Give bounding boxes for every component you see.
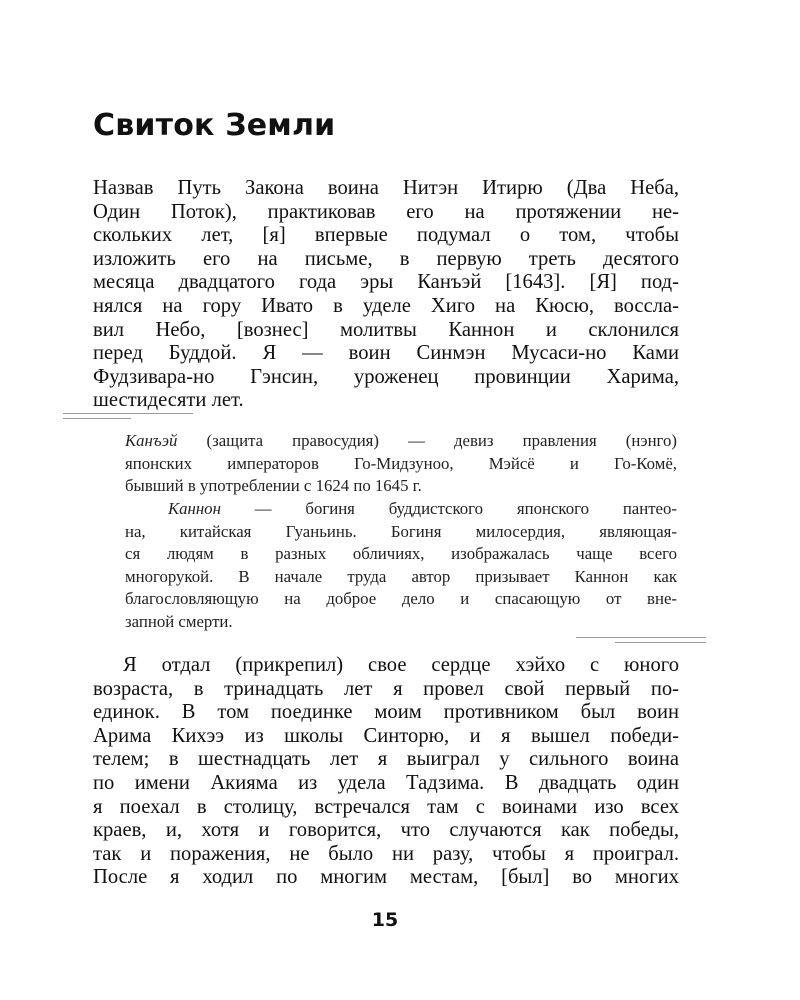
text-line: Фудзивара-но Гэнсин, уроженец провинции Харима, bbox=[93, 365, 679, 388]
note-text: (защита правосудия) — девиз правления (нэнго) bbox=[177, 431, 677, 450]
note-term: Канъэй bbox=[125, 431, 178, 450]
note-term: Каннон bbox=[168, 499, 221, 518]
note-divider-bottom-short bbox=[615, 642, 706, 643]
text-line: краев, и, хотя и говорится, что случаются как победы, bbox=[93, 819, 679, 842]
note-line: на, китайская Гуаньинь. Богиня милосердия, являющая- bbox=[125, 521, 677, 541]
text-line: по имени Акияма из удела Тадзима. В двадцать один bbox=[93, 771, 679, 794]
note-line: благословляющую на доброе дело и спасающую от вне- bbox=[125, 589, 677, 609]
text-line: скольких лет, [я] впервые подумал о том, чтобы bbox=[93, 224, 679, 247]
note-line: запной смерти. bbox=[125, 611, 233, 631]
note-text: — богиня буддистского японского пантео- bbox=[220, 499, 677, 518]
text-line: перед Буддой. Я — воин Синмэн Мусаси-но Ками bbox=[93, 342, 679, 365]
note-divider-top-short bbox=[63, 418, 131, 419]
note-divider-top bbox=[63, 413, 193, 414]
footnote-kanei bbox=[125, 430, 677, 498]
text-line: После я ходил по многим местам, [был] во многих bbox=[93, 866, 679, 889]
text-line: единок. В том поединке моим противником был воин bbox=[93, 701, 679, 724]
text-line: Я отдал (прикрепил) свое сердце хэйхо с юного bbox=[123, 654, 679, 676]
note-line: многорукой. В начале труда автор призывает Каннон как bbox=[125, 566, 677, 586]
text-line: изложить его на письме, в первую треть десятого bbox=[93, 247, 679, 270]
text-line: Один Поток), практиковав его на протяжении не- bbox=[93, 200, 679, 223]
text-line: нялся на гору Ивато в уделе Хиго на Кюсю, восcла- bbox=[93, 294, 679, 317]
text-line: Арима Кихээ из школы Синторю, и я вышел победи- bbox=[93, 724, 679, 747]
note-line: бывший в употреблении с 1624 по 1645 г. bbox=[125, 476, 422, 496]
main-paragraph-1 bbox=[93, 177, 679, 413]
text-line: месяца двадцатого года эры Канъэй [1643]. [Я] под- bbox=[93, 271, 679, 294]
text-line: я поехал в столицу, встречался там с воинами изо всех bbox=[93, 795, 679, 818]
page-title: Свиток Земли bbox=[93, 108, 336, 143]
footnote-kannon bbox=[125, 498, 677, 634]
note-line bbox=[125, 430, 677, 453]
note-line: ся людям в разных обличиях, изображалась чаще всего bbox=[125, 544, 677, 564]
note-divider-bottom bbox=[576, 637, 706, 638]
text-line: так и поражения, не было ни разу, чтобы я проиграл. bbox=[93, 842, 679, 865]
text-line: вил Небо, [вознес] молитвы Каннон и склонился bbox=[93, 318, 679, 341]
note-line bbox=[125, 498, 677, 521]
text-line: телем; в шестнадцать лет я выиграл у сильного воина bbox=[93, 748, 679, 771]
text-line: возраста, в тринадцать лет я провел свой первый по- bbox=[93, 677, 679, 700]
main-paragraph-2 bbox=[93, 654, 679, 890]
text-line: шестидесяти лет. bbox=[93, 389, 244, 412]
text-line: Назвав Путь Закона воина Нитэн Итирю (Два Неба, bbox=[93, 177, 679, 199]
page-number: 15 bbox=[371, 909, 399, 931]
note-line: японских императоров Го-Мидзуноо, Мэйсё и Го-Комё, bbox=[125, 453, 677, 473]
